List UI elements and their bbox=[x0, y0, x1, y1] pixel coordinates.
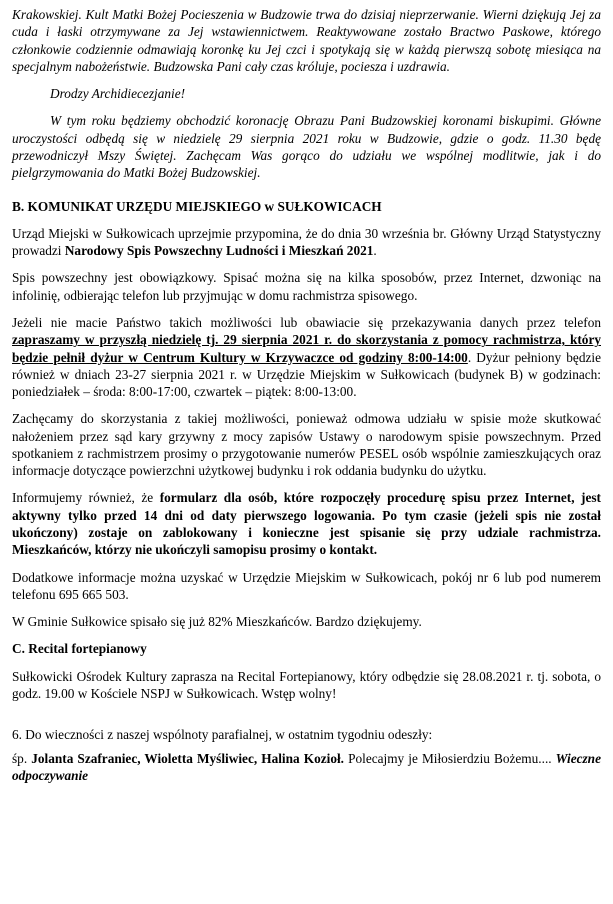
section-c-paragraph-1: Sułkowicki Ośrodek Kultury zaprasza na Recital Fortepianowy, który odbędzie się 28.08.2021 r. tj. sobota, o godz. 19.00 w Kościele NSPJ w Sułkowicach. Wstęp wolny! bbox=[12, 668, 601, 701]
text-run: Jeżeli nie macie Państwo takich możliwości lub obawiacie się przekazywania danych przez telefon bbox=[12, 314, 601, 330]
section-b-paragraph-3 bbox=[12, 314, 601, 400]
text-run-bold: formularz dla osób, które rozpoczęły procedurę spisu przez Internet, jest aktywny tylko przed 14 dni od daty pierwszego logowania. Po tym czasie (jeżeli spis nie został ukończony) zostaje on zablokowany i konieczne jest spisanie się przy udziale rachmistrza. Mieszkańców, którzy nie ukończyli samopisu prosimy o kontakt. bbox=[12, 490, 601, 558]
closing-phrase: Wieczne odpoczywanie bbox=[12, 750, 601, 783]
text-run: . Dyżur pełniony będzie również w dniach 23-27 sierpnia 2021 r. w Urzędzie Miejskim w Sułkowicach (budynek B) w godzinach: poniedziałek – środa: 8:00-17:00, czwartek – piątek: 8:00-13:00. bbox=[12, 349, 601, 400]
text-run: . bbox=[373, 243, 377, 259]
text-run-bold-underline: zapraszamy w przyszłą niedzielę tj. 29 sierpnia 2021 r. do skorzystania z pomocy rachmistrza, który będzie pełnił dyżur w Centrum Kultury w Krzywaczce od godziny 8:00-14:00 bbox=[12, 332, 601, 365]
section-b-paragraph-7: W Gminie Sułkowice spisało się już 82% Mieszkańców. Bardzo dziękujemy. bbox=[12, 614, 422, 630]
text-run: Urząd Miejski w Sułkowicach uprzejmie przypomina, że do dnia 30 września br. Główny Urząd Statystyczny prowadzi bbox=[12, 225, 601, 259]
salutation: Drodzy Archidiecezjanie! bbox=[50, 86, 186, 102]
section-b-paragraph-6: Dodatkowe informacje można uzyskać w Urzędzie Miejskim w Sułkowicach, pokój nr 6 lub pod numerem telefonu 695 665 503. bbox=[12, 569, 601, 602]
footer-names-line bbox=[12, 750, 601, 785]
section-b-paragraph-2: Spis powszechny jest obowiązkowy. Spisać można się na kilka sposobów, przez Internet, dzwoniąc na infolinię, odbierając telefon lub przyjmując w domu rachmistrza spisowego. bbox=[12, 270, 601, 303]
section-heading-b: B. KOMUNIKAT URZĘDU MIEJSKIEGO w SUŁKOWICACH bbox=[12, 198, 382, 214]
section-heading-c: C. Recital fortepianowy bbox=[12, 641, 147, 657]
text-run: śp. bbox=[12, 750, 32, 766]
deceased-names: Jolanta Szafraniec, Wioletta Myśliwiec, Halina Kozioł. bbox=[31, 750, 344, 766]
footer-block bbox=[12, 726, 601, 784]
spacer bbox=[12, 712, 601, 726]
text-run: Informujemy również, że bbox=[12, 490, 160, 506]
footer-item-number: 6. Do wieczności z naszej wspólnoty parafialnej, w ostatnim tygodniu odeszły: bbox=[12, 727, 433, 743]
text-run: Polecajmy je Miłosierdziu Bożemu.... bbox=[344, 750, 556, 766]
text-run-bold: Narodowy Spis Powszechny Ludności i Mieszkań 2021 bbox=[64, 243, 374, 259]
section-b-paragraph-5 bbox=[12, 489, 601, 558]
intro-paragraph-1: Krakowskiej. Kult Matki Bożej Pocieszenia w Budzowie trwa do dzisiaj nieprzerwanie. Wierni dziękują Jej za cuda i łaski otrzymywane za Jej wstawiennictwem. Reaktywowane zostało Bractwo Paskowe, którego członkowie codziennie odmawiają koronkę ku Jej czci i spotykają się w każdą pierwszą sobotę miesiąca na specjalnym nabożeństwie. Budzowska Pani cały czas króluje, pociesza i uzdrawia. bbox=[12, 7, 601, 74]
section-b-paragraph-1 bbox=[12, 225, 601, 260]
intro-paragraph-2: W tym roku będziemy obchodzić koronację Obrazu Pani Budzowskiej koronami biskupimi. Główne uroczystości odbędą się w niedzielę 29 sierpnia 2021 roku w Budzowie, gdzie o godz. 11.30 będę przewodniczył Mszy Świętej. Zachęcam Was gorąco do udziału we wspólnej modlitwie, jak i do pielgrzymowania do Matki Bożej Budzowskiej. bbox=[12, 113, 601, 181]
section-b-paragraph-4: Zachęcamy do skorzystania z takiej możliwości, ponieważ odmowa udziału w spisie może skutkować nałożeniem przez sąd kary grzywny z mocy zapisów Ustawy o narodowym spisie powszechnym. Przed spotkaniem z rachmistrzem prosimy o przygotowanie numerów PESEL osób wspólnie zamieszkujących oraz informacje dotyczące powierzchni użytkowej budynku i rok oddania budynku do użytku. bbox=[12, 411, 601, 479]
